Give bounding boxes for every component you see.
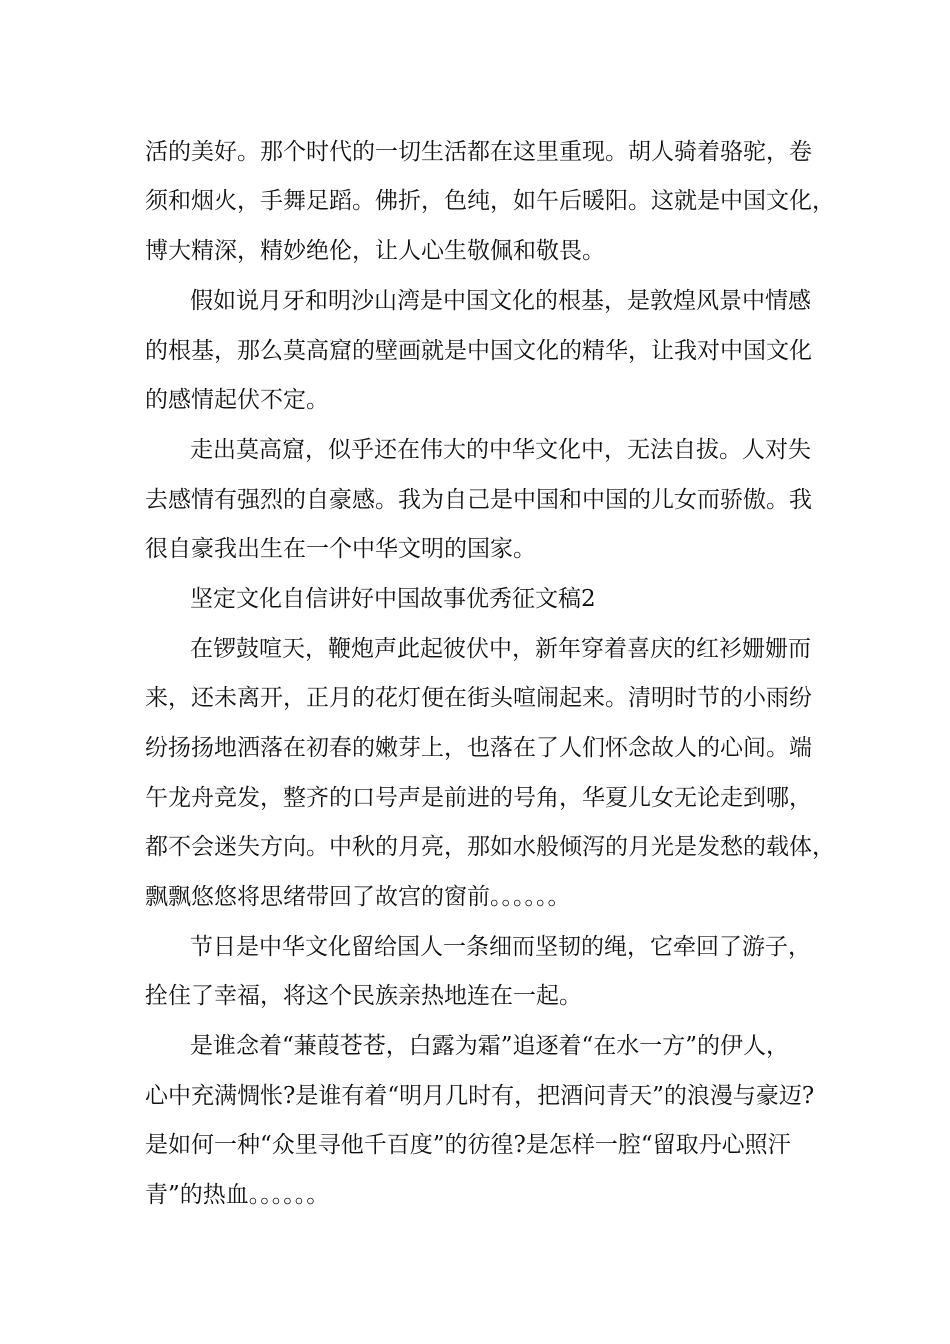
text-line: 心中充满惆怅?是谁有着“明月几时有，把酒问青天”的浪漫与豪迈? [145,1083,815,1109]
paragraph-first-line: 是谁念着“蒹葭苍苍，白露为霜”追逐着“在水一方”的伊人， [190,1033,790,1059]
text-line: 去感情有强烈的自豪感。我为自己是中国和中国的儿女而骄傲。我 [145,487,812,513]
text-line: 飘飘悠悠将思绪带回了故宫的窗前。。。。。。 [145,884,571,910]
text-line: 午龙舟竞发，整齐的口号声是前进的号角，华夏儿女无论走到哪， [145,785,812,811]
text-line: 活的美好。那个时代的一切生活都在这里重现。胡人骑着骆驼，卷 [145,139,812,165]
section-heading: 坚定文化自信讲好中国故事优秀征文稿2 [190,586,596,612]
text-line: 纷扬扬地洒落在初春的嫩芽上，也落在了人们怀念故人的心间。端 [145,735,812,761]
text-line: 来，还未离开，正月的花灯便在街头喧闹起来。清明时节的小雨纷 [145,685,812,711]
text-line: 很自豪我出生在一个中华文明的国家。 [145,536,536,562]
text-line: 都不会迷失方向。中秋的月亮，那如水般倾泻的月光是发愁的载体， [145,834,835,860]
text-line: 是如何一种“众里寻他千百度”的彷徨?是怎样一腔“留取丹心照汗 [145,1132,791,1158]
text-line: 须和烟火，手舞足蹈。佛折，色纯，如午后暖阳。这就是中国文化， [145,188,835,214]
text-line: 博大精深，精妙绝伦，让人心生敬佩和敬畏。 [145,238,605,264]
text-line: 的感情起伏不定。 [145,387,329,413]
text-line: 拴住了幸福，将这个民族亲热地连在一起。 [145,983,582,1009]
text-line: 的根基，那么莫高窟的壁画就是中国文化的精华，让我对中国文化 [145,338,812,364]
text-line: 青”的热血。。。。。。 [145,1182,330,1208]
paragraph-first-line: 在锣鼓喧天，鞭炮声此起彼伏中，新年穿着喜庆的红衫姗姗而 [190,636,811,662]
paragraph-first-line: 节日是中华文化留给国人一条细而坚韧的绳，它牵回了游子， [190,934,811,960]
paragraph-first-line: 走出莫高窟，似乎还在伟大的中华文化中，无法自拔。人对失 [190,437,811,463]
paragraph-first-line: 假如说月牙和明沙山湾是中国文化的根基，是敦煌风景中情感 [190,288,811,314]
